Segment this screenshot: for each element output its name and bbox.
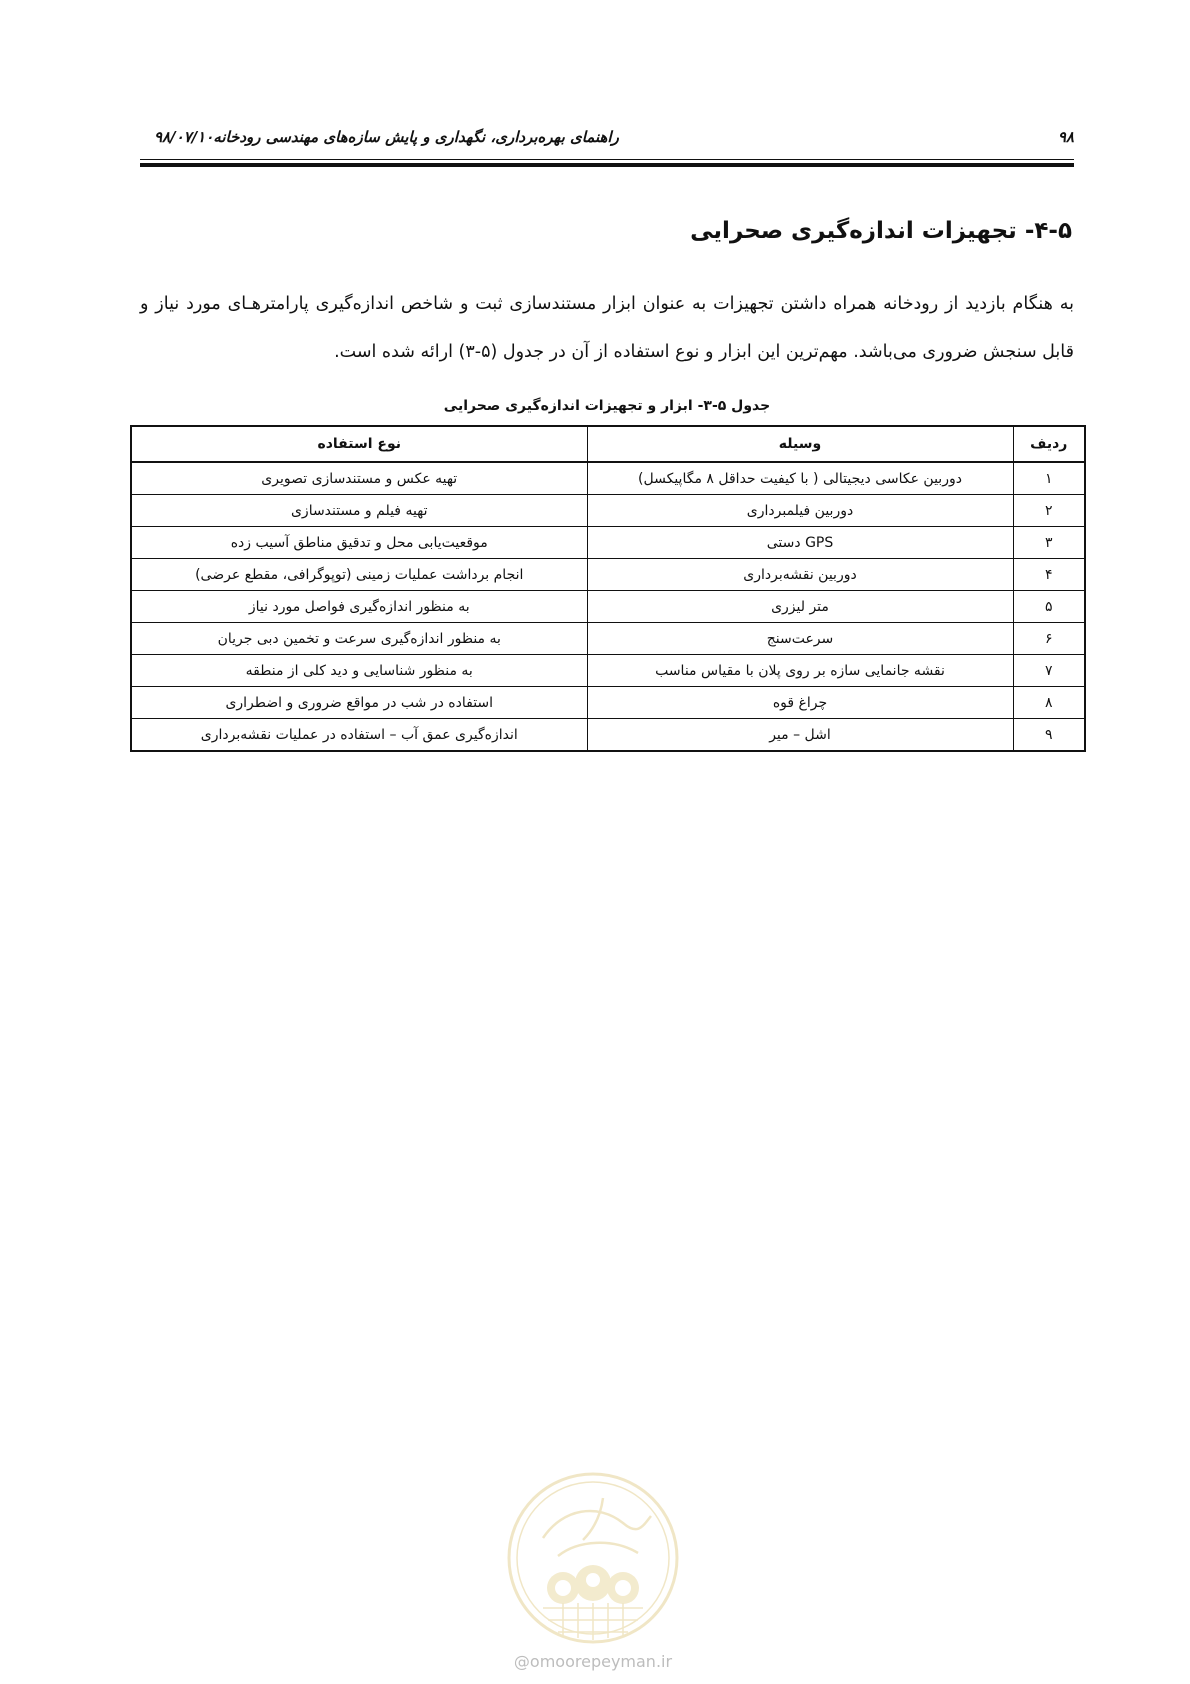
cell-usage: به منظور اندازه‌گیری فواصل مورد نیاز [131, 591, 587, 623]
cell-usage: به منظور شناسایی و دید کلی از منطقه [131, 655, 587, 687]
cell-row-number: ۷ [1013, 655, 1085, 687]
cell-usage: تهیه فیلم و مستندسازی [131, 495, 587, 527]
cell-tool: دوربین عکاسی دیجیتالی ( با کیفیت حداقل ۸ مگاپیکسل) [587, 462, 1013, 495]
cell-row-number: ۲ [1013, 495, 1085, 527]
cell-usage: انجام برداشت عملیات زمینی (توپوگرافی، مقطع عرضی) [131, 559, 587, 591]
header-row-number: ردیف [1013, 426, 1085, 462]
table-row [131, 623, 1085, 655]
cell-tool: سرعت‌سنج [587, 623, 1013, 655]
cell-row-number: ۱ [1013, 462, 1085, 495]
table-row [131, 462, 1085, 495]
table-caption: جدول ۵-۳- ابزار و تجهیزات اندازه‌گیری صحرایی [443, 398, 771, 414]
page-number: ۹۸ [1057, 128, 1074, 146]
cell-row-number: ۹ [1013, 719, 1085, 752]
cell-tool: متر لیزری [587, 591, 1013, 623]
equipment-table [130, 425, 1086, 752]
cell-usage: تهیه عکس و مستندسازی تصویری [131, 462, 587, 495]
cell-tool: اشل – میر [587, 719, 1013, 752]
section-heading: ۴-۵- تجهیزات اندازه‌گیری صحرایی [690, 218, 1072, 244]
cell-row-number: ۸ [1013, 687, 1085, 719]
cell-tool: دوربین فیلمبرداری [587, 495, 1013, 527]
cell-tool: دوربین نقشه‌برداری [587, 559, 1013, 591]
table-row [131, 591, 1085, 623]
cell-usage: به منظور اندازه‌گیری سرعت و تخمین دبی جریان [131, 623, 587, 655]
table-row [131, 719, 1085, 752]
running-title-text: راهنمای بهره‌برداری، نگهداری و پایش سازه‌های مهندسی رودخانه [213, 128, 619, 146]
cell-usage: استفاده در شب در مواقع ضروری و اضطراری [131, 687, 587, 719]
cell-tool: چراغ قوه [587, 687, 1013, 719]
cell-row-number: ۳ [1013, 527, 1085, 559]
table-row [131, 495, 1085, 527]
cell-usage: موقعیت‌یابی محل و تدقیق مناطق آسیب زده [131, 527, 587, 559]
cell-row-number: ۴ [1013, 559, 1085, 591]
cell-tool: GPS دستی [587, 527, 1013, 559]
table-row [131, 559, 1085, 591]
header-date: ۹۸/۰۷/۱۰ [154, 128, 214, 146]
cell-row-number: ۶ [1013, 623, 1085, 655]
cell-row-number: ۵ [1013, 591, 1085, 623]
table-header-row [131, 426, 1085, 462]
watermark-url: @omoorepeyman.ir [513, 1652, 673, 1671]
header-rule-thin [140, 159, 1074, 160]
table-row [131, 687, 1085, 719]
running-title [140, 128, 619, 146]
table-row [131, 655, 1085, 687]
header-usage: نوع استفاده [131, 426, 587, 462]
cell-usage: اندازه‌گیری عمق آب – استفاده در عملیات نقشه‌برداری [131, 719, 587, 752]
header-tool: وسیله [587, 426, 1013, 462]
header-rule-thick [140, 163, 1074, 167]
cell-tool: نقشه جانمایی سازه بر روی پلان با مقیاس مناسب [587, 655, 1013, 687]
table-row [131, 527, 1085, 559]
page-header [140, 128, 1074, 152]
body-paragraph: به هنگام بازدید از رودخانه همراه داشتن تجهیزات به عنوان ابزار مستندسازی ثبت و شاخص اندازه‌گیری پارامترهـای مورد نیاز و قابل سنجش ضروری می‌باشد. مهم‌ترین این ابزار و نوع استفاده از آن در جدول (۵-۳) ارائه شده است. [140, 294, 1074, 362]
watermark-logo-icon [503, 1468, 683, 1648]
